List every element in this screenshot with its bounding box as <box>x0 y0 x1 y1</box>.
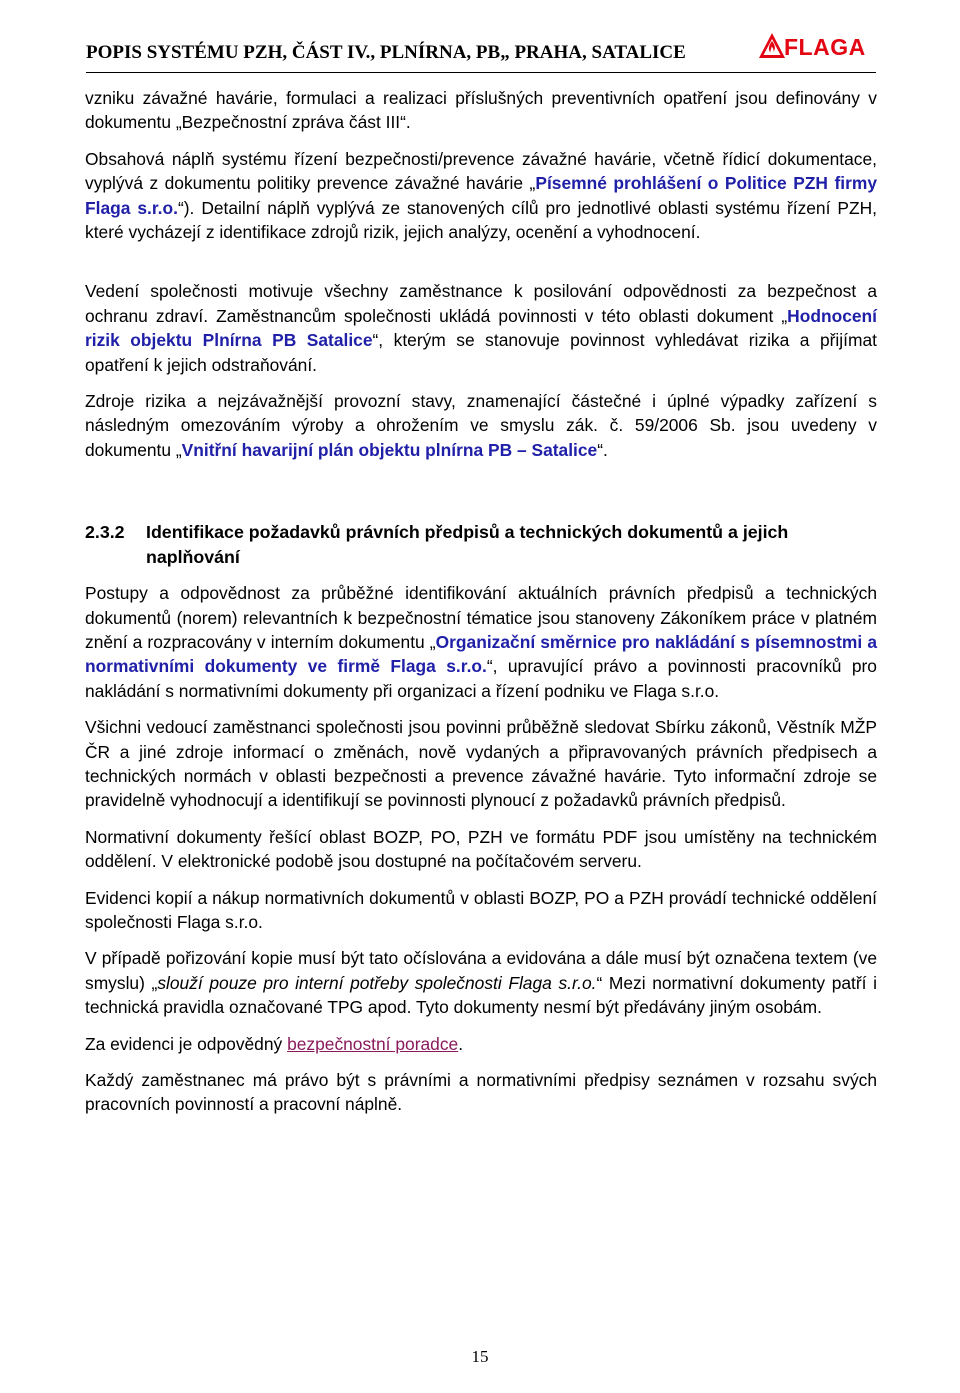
paragraph-text: Za evidenci je odpovědný <box>85 1033 288 1054</box>
logo-wordmark: FLAGA <box>784 34 866 60</box>
paragraph-8 <box>85 886 877 935</box>
header-title: POPIS SYSTÉMU PZH, ČÁST IV., PLNÍRNA, PB„ PRAHA, SATALICE <box>86 42 686 63</box>
document-link-havarijni-plan[interactable]: Vnitřní havarijní plán objektu plnírna PB – Satalice <box>181 439 598 460</box>
paragraph-text: . <box>458 1033 464 1054</box>
paragraph-2 <box>85 147 877 245</box>
flaga-logo <box>758 20 878 66</box>
paragraph-text: Normativní dokumenty řešící oblast BOZP, PO, PZH ve formátu PDF jsou umístěny na technickém oddělení. V elektronické podobě jsou dostupné na počítačovém serveru. <box>85 826 877 872</box>
section-title: Identifikace požadavků právních předpisů a technických dokumentů a jejich naplňování <box>146 522 789 567</box>
paragraph-text: Evidenci kopií a nákup normativních dokumentů v oblasti BOZP, PO a PZH provádí technické oddělení společnosti Flaga s.r.o. <box>85 887 877 932</box>
header-divider <box>86 72 876 73</box>
paragraph-7 <box>85 825 877 874</box>
paragraph-text: “ Mezi normativní dokumenty patří i technická pravidla označované TPG apod. Tyto dokumenty nesmí být předávány jiným osobám. <box>85 972 877 1018</box>
paragraph-4 <box>85 389 877 462</box>
paragraph-text: Obsahová náplň systému řízení bezpečnosti/prevence závažné havárie, včetně řídicí dokumentace, vyplývá z dokumentu politiky prevence závažné havárie „ <box>85 148 877 194</box>
paragraph-text: vzniku závažné havárie, formulaci a realizaci příslušných preventivních opatření jsou definovány v dokumentu „Bezpečnostní zpráva část III“. <box>85 88 877 133</box>
italic-text: slouží pouze pro interní potřeby společnosti Flaga s.r.o. <box>157 972 597 993</box>
document-body <box>85 86 877 1117</box>
paragraph-text: V případě pořizování kopie musí být tato očíslována a evidována a dále musí být označena textem (ve smyslu) „ <box>85 948 877 993</box>
paragraph-text: Každý zaměstnanec má právo být s právními a normativními předpisy seznámen v rozsahu svých pracovních povinností a pracovní náplně. <box>85 1070 877 1115</box>
document-link-politika-pzh[interactable]: Písemné prohlášení o Politice PZH firmy Flaga s.r.o. <box>85 173 877 218</box>
section-heading <box>85 520 877 569</box>
section-number: 2.3.2 <box>85 522 125 543</box>
document-link-hodnoceni-rizik[interactable]: Hodnocení rizik objektu Plnírna PB Satalice <box>85 305 877 351</box>
page-header <box>86 34 876 72</box>
paragraph-text: Postupy a odpovědnost za průběžné identifikování aktuálních právních předpisů a technických dokumentů (norem) relevantních k bezpečnostní tématice jsou stanoveny Zákoníkem práce v platném znění a rozpracovány v interním dokumentu „ <box>85 583 877 652</box>
page-number: 15 <box>471 1347 489 1366</box>
document-link-organizacni-smernice[interactable]: Organizační směrnice pro nakládání s písemnostmi a normativními dokumenty ve firmě Flaga s.r.o. <box>85 631 877 677</box>
paragraph-3 <box>85 279 877 377</box>
paragraph-text: Vedení společnosti motivuje všechny zaměstnance k posilování odpovědnosti za bezpečnost a ochranu zdraví. Zaměstnancům společnosti ukládá povinnosti v této oblasti dokument „ <box>85 281 877 326</box>
warning-triangle-icon <box>758 32 786 60</box>
paragraph-text: Zdroje rizika a nejzávažnější provozní stavy, znamenající částečné i úplné výpadky zařízení s následným omezováním výroby a ohrožením ve smyslu zák. č. 59/2006 Sb. jsou uvedeny v dokumentu „ <box>85 391 877 460</box>
paragraph-11 <box>85 1068 877 1117</box>
paragraph-6 <box>85 715 877 813</box>
paragraph-5 <box>85 581 877 703</box>
paragraph-10 <box>85 1032 877 1056</box>
link-bezpecnostni-poradce[interactable]: bezpečnostní poradce <box>287 1033 459 1054</box>
paragraph-text: “). Detailní náplň vyplývá ze stanovených cílů pro jednotlivé oblasti systému řízení PZH, které vycházejí z identifikace zdrojů rizik, jejich analýzy, ocenění a vyhodnocení. <box>85 197 877 243</box>
paragraph-text: Všichni vedoucí zaměstnanci společnosti jsou povinni průběžně sledovat Sbírku zákonů, Věstník MŽP ČR a jiné zdroje informací o změnách, nově vydaných a připravovaných právních předpisech a technických normách v oblasti bezpečnosti a prevence závažné havárie. Tyto informační zdroje se pravidelně vyhodnocují a identifikují se povinnosti plynoucí z požadavků právních předpisů. <box>85 717 877 811</box>
paragraph-text: “. <box>597 439 608 460</box>
paragraph-text: “, upravující právo a povinnosti pracovníků pro nakládání s normativními dokumenty při organizaci a řízení podniku ve Flaga s.r.o. <box>85 656 877 701</box>
paragraph-1 <box>85 86 877 135</box>
paragraph-text: “, kterým se stanovuje povinnost vyhledávat rizika a přijímat opatření k jejich odstraňování. <box>85 330 877 375</box>
paragraph-9 <box>85 946 877 1019</box>
